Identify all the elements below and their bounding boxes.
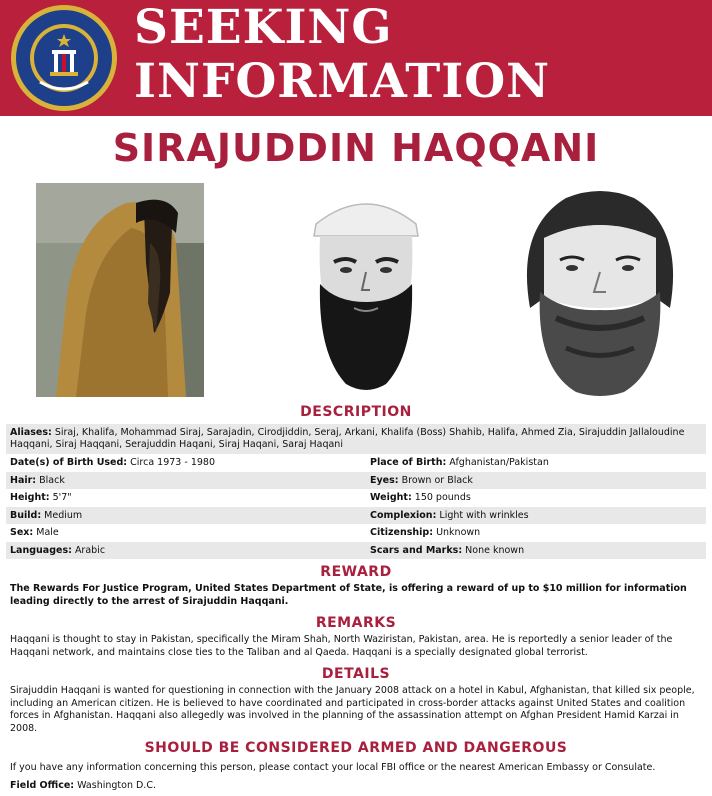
complexion-value: Light with wrinkles	[439, 509, 529, 521]
weight-label: Weight:	[370, 492, 412, 503]
description-table	[6, 424, 706, 559]
table-row	[6, 507, 706, 525]
fbi-seal-icon	[10, 4, 118, 112]
table-row	[6, 454, 706, 472]
table-row	[6, 524, 706, 542]
sex-value: Male	[36, 527, 59, 538]
birthplace-label: Place of Birth:	[370, 457, 447, 468]
sketch-with-cap-icon	[296, 184, 436, 394]
scars-value: None known	[465, 544, 525, 556]
weight-value: 150 pounds	[414, 492, 471, 503]
eyes-label: Eyes:	[370, 474, 399, 486]
details-title: DETAILS	[321, 666, 391, 682]
build-value: Medium	[44, 509, 83, 521]
aliases-value: Siraj, Khalifa, Mohammad Siraj, Sarajadin, Cirodjiddin, Seraj, Arkani, Khalifa (Boss) Shahib, Halifa, Ahmed Zia, Sirajuddin Jallaloudine Haqqani, Siraj Haqqani, Serajuddin Haqani, Siraj Haqani, Saraj Haqani	[10, 427, 685, 450]
sex-label: Sex:	[10, 527, 34, 538]
scars-label: Scars and Marks:	[370, 544, 463, 556]
height-label: Height:	[10, 492, 50, 503]
height-value: 5'7"	[52, 492, 72, 503]
complexion-label: Complexion:	[370, 509, 437, 521]
aliases-label: Aliases:	[10, 427, 52, 438]
field-office-value: Washington D.C.	[77, 780, 156, 791]
banner-line-1: SEEKING	[134, 0, 393, 55]
aliases-row	[6, 424, 706, 454]
languages-value: Arabic	[74, 544, 106, 556]
citizenship-label: Citizenship:	[370, 527, 434, 538]
birthplace-value: Afghanistan/Pakistan	[449, 457, 549, 468]
citizenship-value: Unknown	[436, 527, 481, 538]
table-row	[6, 472, 706, 490]
remarks-text: Haqqani is thought to stay in Pakistan, specifically the Miram Shah, North Waziristan, Pakistan, area. He is reportedly a senior leader of the Haqqani network, and maintains close ties to the Taliban and al Qaeda. Haqqani is a specially designated global terrorist.	[10, 634, 673, 658]
field-office	[10, 780, 704, 793]
dob-value: Circa 1973 - 1980	[130, 457, 215, 468]
banner-line-2: INFORMATION	[134, 54, 551, 109]
reward-text: The Rewards For Justice Program, United States Department of State, is offering a reward of up to $10 million for information leading directly to the arrest of Sirajuddin Haqqani.	[10, 583, 687, 607]
armed-warning: SHOULD BE CONSIDERED ARMED AND DANGEROUS	[144, 740, 568, 756]
build-label: Build:	[10, 509, 42, 521]
table-row	[6, 542, 706, 560]
contact-text: If you have any information concerning this person, please contact your local FBI office or the nearest American Embassy or Consulate.	[10, 762, 656, 773]
sketch-long-hair-icon	[516, 188, 684, 398]
eyes-value: Brown or Black	[401, 474, 473, 486]
languages-label: Languages:	[10, 544, 72, 556]
remarks-title: REMARKS	[315, 615, 397, 631]
description-title: DESCRIPTION	[300, 404, 412, 420]
subject-name: SIRAJUDDIN HAQQANI	[112, 126, 600, 170]
table-row	[6, 489, 706, 507]
reward-title: REWARD	[320, 564, 392, 580]
field-office-label: Field Office:	[10, 780, 75, 791]
dob-label: Date(s) of Birth Used:	[10, 457, 128, 468]
banner-title	[134, 0, 550, 108]
hair-label: Hair:	[10, 474, 37, 486]
details-text: Sirajuddin Haqqani is wanted for questioning in connection with the January 2008 attack on a hotel in Kabul, Afghanistan, that killed six people, including an American citizen. He is believed to have coordinated and participated in cross-border attacks against United States and coalition forces in Afghanistan. Haqqani also allegedly was involved in the planning of the assassination attempt on Afghan President Hamid Karzai in 2008.	[10, 685, 695, 734]
hair-value: Black	[39, 474, 65, 486]
header-banner	[0, 0, 712, 116]
photo-hooded-figure-icon	[36, 183, 204, 397]
